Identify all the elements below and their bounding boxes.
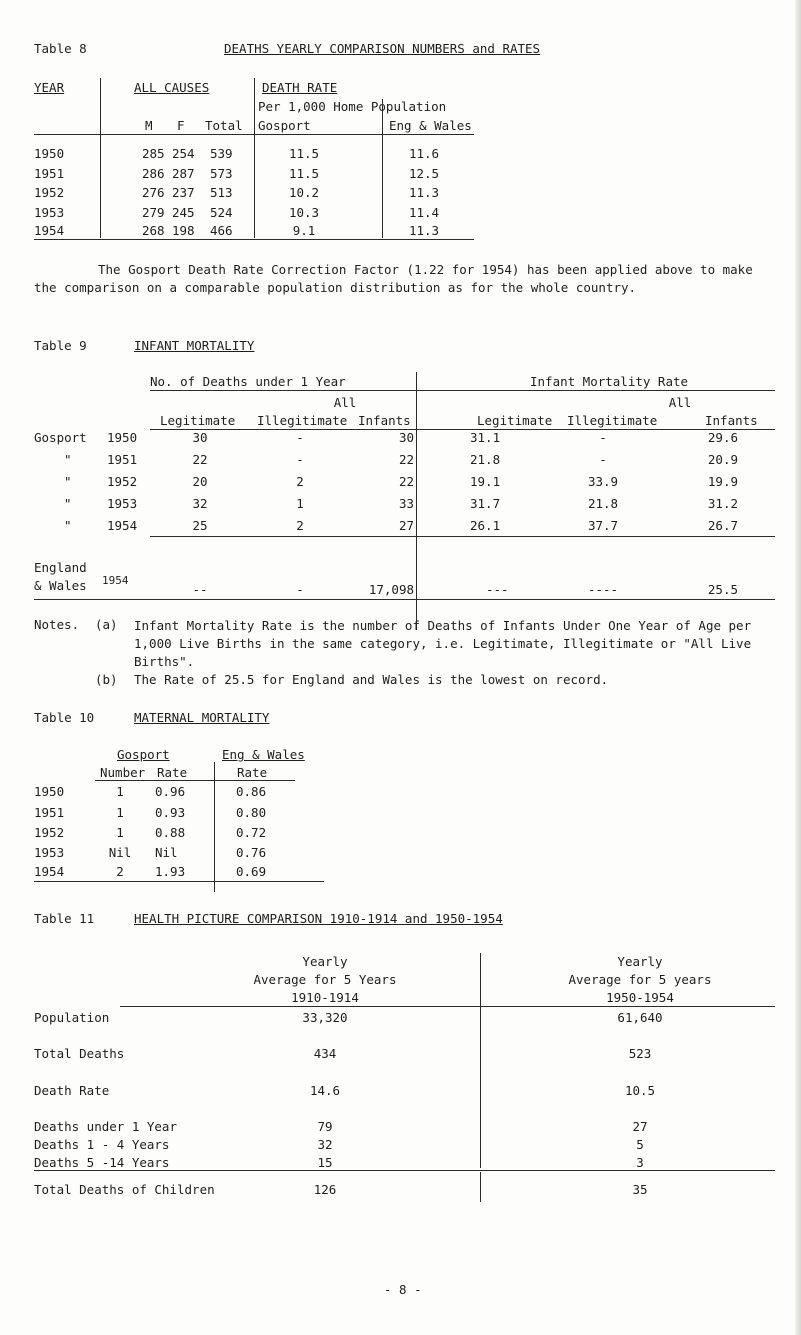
cell-rate-legitimate: 19.1 (470, 474, 501, 489)
cell-rate-legitimate: 21.8 (470, 452, 501, 467)
rule (382, 99, 383, 238)
cell-year: 1954 (34, 223, 65, 238)
cell-rate-all: 26.7 (707, 518, 738, 533)
col-header-1910-line1: Yearly (302, 954, 348, 969)
cell-year: 1951 (34, 805, 65, 820)
cell-total: 573 (210, 166, 233, 181)
rule (150, 536, 775, 537)
cell-eng-rate: 0.69 (236, 864, 267, 879)
cell-year: 1953 (107, 496, 138, 511)
col-header-infants: Infants (705, 413, 758, 428)
cell-year: 1950 (34, 146, 65, 161)
cell-illegitimate: 2 (296, 474, 304, 489)
col-header-rate: Rate (237, 765, 268, 780)
cell-rate-legitimate: 26.1 (470, 518, 501, 533)
rule (254, 78, 255, 238)
cell-eng-rate: 0.80 (236, 805, 267, 820)
rule (95, 780, 295, 781)
page-number: - 8 - (384, 1282, 422, 1297)
cell-all: 22 (398, 474, 414, 489)
note-a: Infant Mortality Rate is the number of Deaths of Infants Under One Year of Age per 1,000 Live Births in the same category, i.e. Legitimate, Illegitimate or "All Live Births". (134, 618, 752, 669)
cell-illegitimate: - (296, 452, 304, 467)
col-header-death-rate: DEATH RATE (262, 80, 338, 95)
table-9-heading: INFANT MORTALITY (134, 338, 255, 353)
cell-year: 1950 (107, 430, 138, 445)
cell-year: 1952 (107, 474, 138, 489)
cell-total: 539 (210, 146, 233, 161)
cell-eng: 11.3 (408, 185, 440, 200)
cell-m: 286 (142, 166, 165, 181)
cell-legitimate: 22 (192, 452, 208, 467)
cell-all: 30 (398, 430, 414, 445)
cell-rate-legitimate: --- (486, 582, 509, 597)
cell-f: 245 (172, 205, 195, 220)
rule (34, 239, 474, 240)
cell-rate-legitimate: 31.1 (470, 430, 501, 445)
cell-rate-all: 29.6 (707, 430, 738, 445)
col-header-gosport: Gosport (117, 747, 170, 762)
cell-rate-illegitimate: - (599, 430, 607, 445)
cell-illegitimate: 1 (296, 496, 304, 511)
rule (34, 1170, 775, 1171)
cell-rate: 0.88 (155, 825, 186, 840)
cell-1950: 3 (636, 1155, 644, 1170)
col-header-eng-wales: Eng & Wales (389, 118, 472, 133)
cell-rate-illegitimate: 33.9 (587, 474, 619, 489)
table-10-title: Table 10 (34, 710, 95, 725)
cell-1910: 434 (313, 1046, 337, 1061)
col-header-number: Number (100, 765, 146, 780)
col-header-gosport: Gosport (258, 118, 311, 133)
col-header-legitimate: Legitimate (477, 413, 553, 428)
cell-all: 33 (398, 496, 414, 511)
cell-eng: 11.6 (408, 146, 440, 161)
cell-eng: 11.3 (408, 223, 440, 238)
cell-eng-rate: 0.76 (236, 845, 267, 860)
cell-year: 1954 (34, 864, 65, 879)
cell-year: 1953 (34, 845, 65, 860)
cell-1950: 61,640 (617, 1010, 663, 1025)
cell-1910: 14.6 (309, 1083, 341, 1098)
cell-all: 17,098 (368, 582, 414, 597)
cell-1910: 32 (317, 1137, 333, 1152)
cell-legitimate: 32 (192, 496, 208, 511)
table-8-title: Table 8 (34, 41, 87, 56)
cell-illegitimate: 2 (296, 518, 304, 533)
table-11-heading: HEALTH PICTURE COMPARISON 1910-1914 and 1950-1954 (134, 911, 503, 926)
cell-1950: 5 (636, 1137, 644, 1152)
cell-number: 1 (116, 784, 124, 799)
col-header-1910-line3: 1910-1914 (291, 990, 359, 1005)
col-header-1950-line2: Average for 5 years (568, 972, 712, 987)
cell-year: 1952 (34, 825, 65, 840)
rule (480, 953, 481, 1168)
note-a-label: (a) (95, 617, 118, 632)
rule (34, 881, 324, 882)
cell-year: 1954 (107, 518, 138, 533)
cell-place: England (34, 560, 87, 575)
cell-place: " (64, 452, 72, 467)
cell-illegitimate: - (296, 430, 304, 445)
cell-1910: 33,320 (302, 1010, 348, 1025)
cell-m: 279 (142, 205, 165, 220)
cell-number: 2 (116, 864, 124, 879)
cell-all: 22 (398, 452, 414, 467)
cell-year: 1954 (102, 574, 129, 587)
rule (480, 1172, 481, 1202)
cell-f: 287 (172, 166, 195, 181)
cell-eng: 12.5 (408, 166, 440, 181)
col-header-f: F (177, 118, 185, 133)
cell-total: 524 (210, 205, 233, 220)
cell-rate-illegitimate: 21.8 (587, 496, 619, 511)
row-label: Deaths 5 -14 Years (34, 1155, 170, 1170)
cell-gosport: 10.3 (288, 205, 320, 220)
col-header-no-deaths: No. of Deaths under 1 Year (150, 374, 346, 389)
col-header-per-1000: Per 1,000 Home Population (258, 99, 447, 114)
rule (100, 78, 101, 238)
cell-1910: 79 (317, 1119, 333, 1134)
cell-year: 1951 (34, 166, 65, 181)
rule (416, 372, 417, 630)
cell-eng-rate: 0.72 (236, 825, 267, 840)
page-edge (795, 0, 801, 1335)
col-header-total: Total (205, 118, 243, 133)
cell-m: 276 (142, 185, 165, 200)
cell-rate: 1.93 (155, 864, 186, 879)
cell-gosport: 9.1 (292, 223, 316, 238)
cell-illegitimate: - (296, 582, 304, 597)
col-header-eng-wales: Eng & Wales (222, 747, 305, 762)
cell-gosport: 11.5 (288, 146, 320, 161)
cell-m: 285 (142, 146, 165, 161)
cell-rate-legitimate: 31.7 (470, 496, 501, 511)
cell-f: 237 (172, 185, 195, 200)
cell-rate-all: 31.2 (707, 496, 738, 511)
col-header-1910-line2: Average for 5 Years (253, 972, 397, 987)
cell-number: 1 (116, 825, 124, 840)
col-header-all-causes: ALL CAUSES (134, 80, 210, 95)
cell-rate-all: 25.5 (707, 582, 738, 597)
col-header-m: M (145, 118, 153, 133)
cell-year: 1953 (34, 205, 65, 220)
col-header-infants: Infants (358, 413, 411, 428)
rule (120, 1006, 775, 1007)
cell-all: 27 (398, 518, 414, 533)
col-header-infant-rate: Infant Mortality Rate (530, 374, 689, 389)
table-10-heading: MATERNAL MORTALITY (134, 710, 270, 725)
cell-year: 1952 (34, 185, 65, 200)
cell-year: 1950 (34, 784, 65, 799)
cell-rate: 0.93 (155, 805, 186, 820)
col-header-rate: Rate (157, 765, 188, 780)
cell-m: 268 (142, 223, 165, 238)
col-header-all: All (668, 395, 692, 410)
cell-f: 254 (172, 146, 195, 161)
cell-rate-all: 19.9 (707, 474, 738, 489)
cell-total: 466 (210, 223, 233, 238)
cell-place: Gosport (34, 430, 87, 445)
cell-year: 1951 (107, 452, 138, 467)
col-header-legitimate: Legitimate (160, 413, 236, 428)
row-label: Deaths 1 - 4 Years (34, 1137, 170, 1152)
cell-rate-illegitimate: - (599, 452, 607, 467)
cell-rate-illegitimate: 37.7 (587, 518, 619, 533)
note-b: The Rate of 25.5 for England and Wales is the lowest on record. (134, 672, 609, 687)
col-header-illegitimate: Illegitimate (567, 413, 658, 428)
cell-number: Nil (108, 845, 132, 860)
table-9-title: Table 9 (34, 338, 87, 353)
cell-gosport: 11.5 (288, 166, 320, 181)
col-header-1950-line3: 1950-1954 (606, 990, 674, 1005)
cell-gosport: 10.2 (288, 185, 320, 200)
note-b-label: (b) (95, 672, 118, 687)
cell-1910: 15 (317, 1155, 333, 1170)
cell-total: 513 (210, 185, 233, 200)
row-label: Total Deaths (34, 1046, 125, 1061)
rule (150, 390, 775, 391)
cell-rate: 0.96 (155, 784, 186, 799)
cell-place: " (64, 518, 72, 533)
cell-legitimate: 25 (192, 518, 208, 533)
table-8-note: The Gosport Death Rate Correction Factor (1.22 for 1954) has been applied above to make the comparison on a comparable population distribution as for the whole country. (34, 262, 753, 295)
row-label: Population (34, 1010, 110, 1025)
cell-rate-illegitimate: ---- (587, 582, 619, 597)
cell-f: 198 (172, 223, 195, 238)
rule (214, 762, 215, 892)
cell-eng: 11.4 (408, 205, 440, 220)
row-label-total: Total Deaths of Children (34, 1182, 215, 1197)
cell-1950: 27 (632, 1119, 648, 1134)
cell-1950: 10.5 (624, 1083, 656, 1098)
notes-label: Notes. (34, 617, 80, 632)
cell-rate-all: 20.9 (707, 452, 738, 467)
cell-rate: Nil (155, 845, 178, 860)
col-header-illegitimate: Illegitimate (257, 413, 348, 428)
col-header-all: All (333, 395, 357, 410)
cell-legitimate: -- (192, 582, 208, 597)
cell-legitimate: 20 (192, 474, 208, 489)
table-11-title: Table 11 (34, 911, 95, 926)
cell-1910: 126 (313, 1182, 337, 1197)
cell-place: " (64, 496, 72, 511)
table-8-heading: DEATHS YEARLY COMPARISON NUMBERS and RATES (224, 41, 541, 56)
cell-place: " (64, 474, 72, 489)
col-header-1950-line1: Yearly (617, 954, 663, 969)
row-label: Deaths under 1 Year (34, 1119, 177, 1134)
row-label: Death Rate (34, 1083, 110, 1098)
rule (150, 429, 775, 430)
cell-place: & Wales (34, 578, 87, 593)
cell-1950: 35 (632, 1182, 648, 1197)
cell-1950: 523 (628, 1046, 652, 1061)
cell-number: 1 (116, 805, 124, 820)
cell-legitimate: 30 (192, 430, 208, 445)
cell-eng-rate: 0.86 (236, 784, 267, 799)
rule (34, 599, 775, 600)
col-header-year: YEAR (34, 80, 65, 95)
